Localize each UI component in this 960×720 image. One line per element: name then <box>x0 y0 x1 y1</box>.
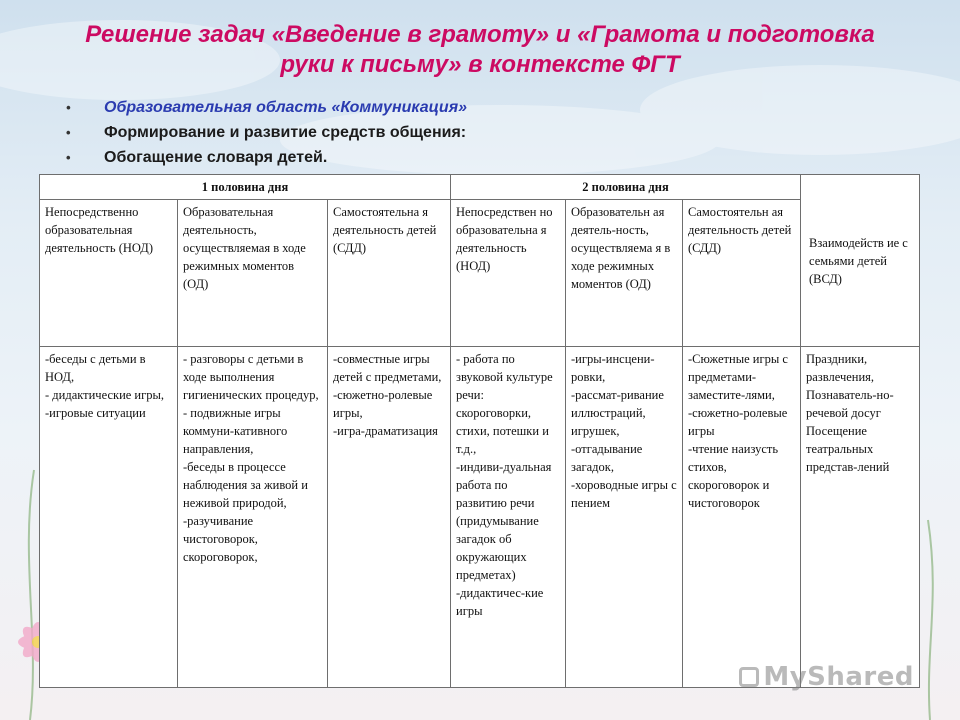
watermark <box>739 662 914 692</box>
cell-sdd-1: -совместные игры детей с предметами, -сюжетно-ролевые игры, -игра-драматизация <box>328 347 451 688</box>
cell-nod-2: - работа по звуковой культуре речи: скороговорки, стихи, потешки и т.д., -индиви-дуальная работа по развитию речи (придумывание загадок об окружающих предметах) -дидактичес-кие игры <box>451 347 566 688</box>
cell-od-2: -игры-инсцени-ровки, -рассмат-ривание иллюстраций, игрушек, -отгадывание загадок, -хороводные игры с пением <box>566 347 683 688</box>
subheader-od-1: Образовательная деятельность, осуществляемая в ходе режимных моментов (ОД) <box>178 200 328 347</box>
bullet-item-vocabulary: • Обогащение словаря детей. <box>66 145 467 170</box>
subheader-sdd-1: Самостоятельна я деятельность детей (СДД) <box>328 200 451 347</box>
subheader-od-2: Образовательн ая деятель-ность, осуществляема я в ходе режимных моментов (ОД) <box>566 200 683 347</box>
bullet-list <box>66 95 467 170</box>
bullet-item-communication: • Формирование и развитие средств общения: <box>66 120 467 145</box>
header-second-half: 2 половина дня <box>451 175 801 200</box>
bullet-item-area: • Образовательная область «Коммуникация» <box>66 95 467 120</box>
subheader-nod-1: Непосредственно образовательная деятельность (НОД) <box>40 200 178 347</box>
cell-nod-1: -беседы с детьми в НОД, - дидактические игры, -игровые ситуации <box>40 347 178 688</box>
watermark-text: MyShared <box>763 662 914 692</box>
subheader-nod-2: Непосредствен но образовательна я деятельность (НОД) <box>451 200 566 347</box>
subheader-sdd-2: Самостоятельн ая деятельность детей (СДД) <box>683 200 801 347</box>
header-first-half: 1 половина дня <box>40 175 451 200</box>
watermark-logo-icon <box>739 667 759 687</box>
cell-sdd-2: -Сюжетные игры с предметами-заместите-лями, -сюжетно-ролевые игры -чтение наизусть стихов, скороговорок и чистоговорок <box>683 347 801 688</box>
cell-vsd: Праздники, развлечения, Познаватель-но-речевой досуг Посещение театральных представ-лений <box>801 347 920 688</box>
cell-od-1: - разговоры с детьми в ходе выполнения гигиенических процедур, - подвижные игры коммуни-кативного направления, -беседы в процессе наблюдения за живой и неживой природой, -разучивание чистоговорок, скороговорок, <box>178 347 328 688</box>
activities-table <box>39 174 920 688</box>
header-family-interaction: Взаимодейств ие с семьями детей (ВСД) <box>801 175 920 347</box>
activities-table-container <box>39 174 919 688</box>
slide-title: Решение задач «Введение в грамоту» и «Грамота и подготовка руки к письму» в контексте ФГТ <box>85 21 875 78</box>
